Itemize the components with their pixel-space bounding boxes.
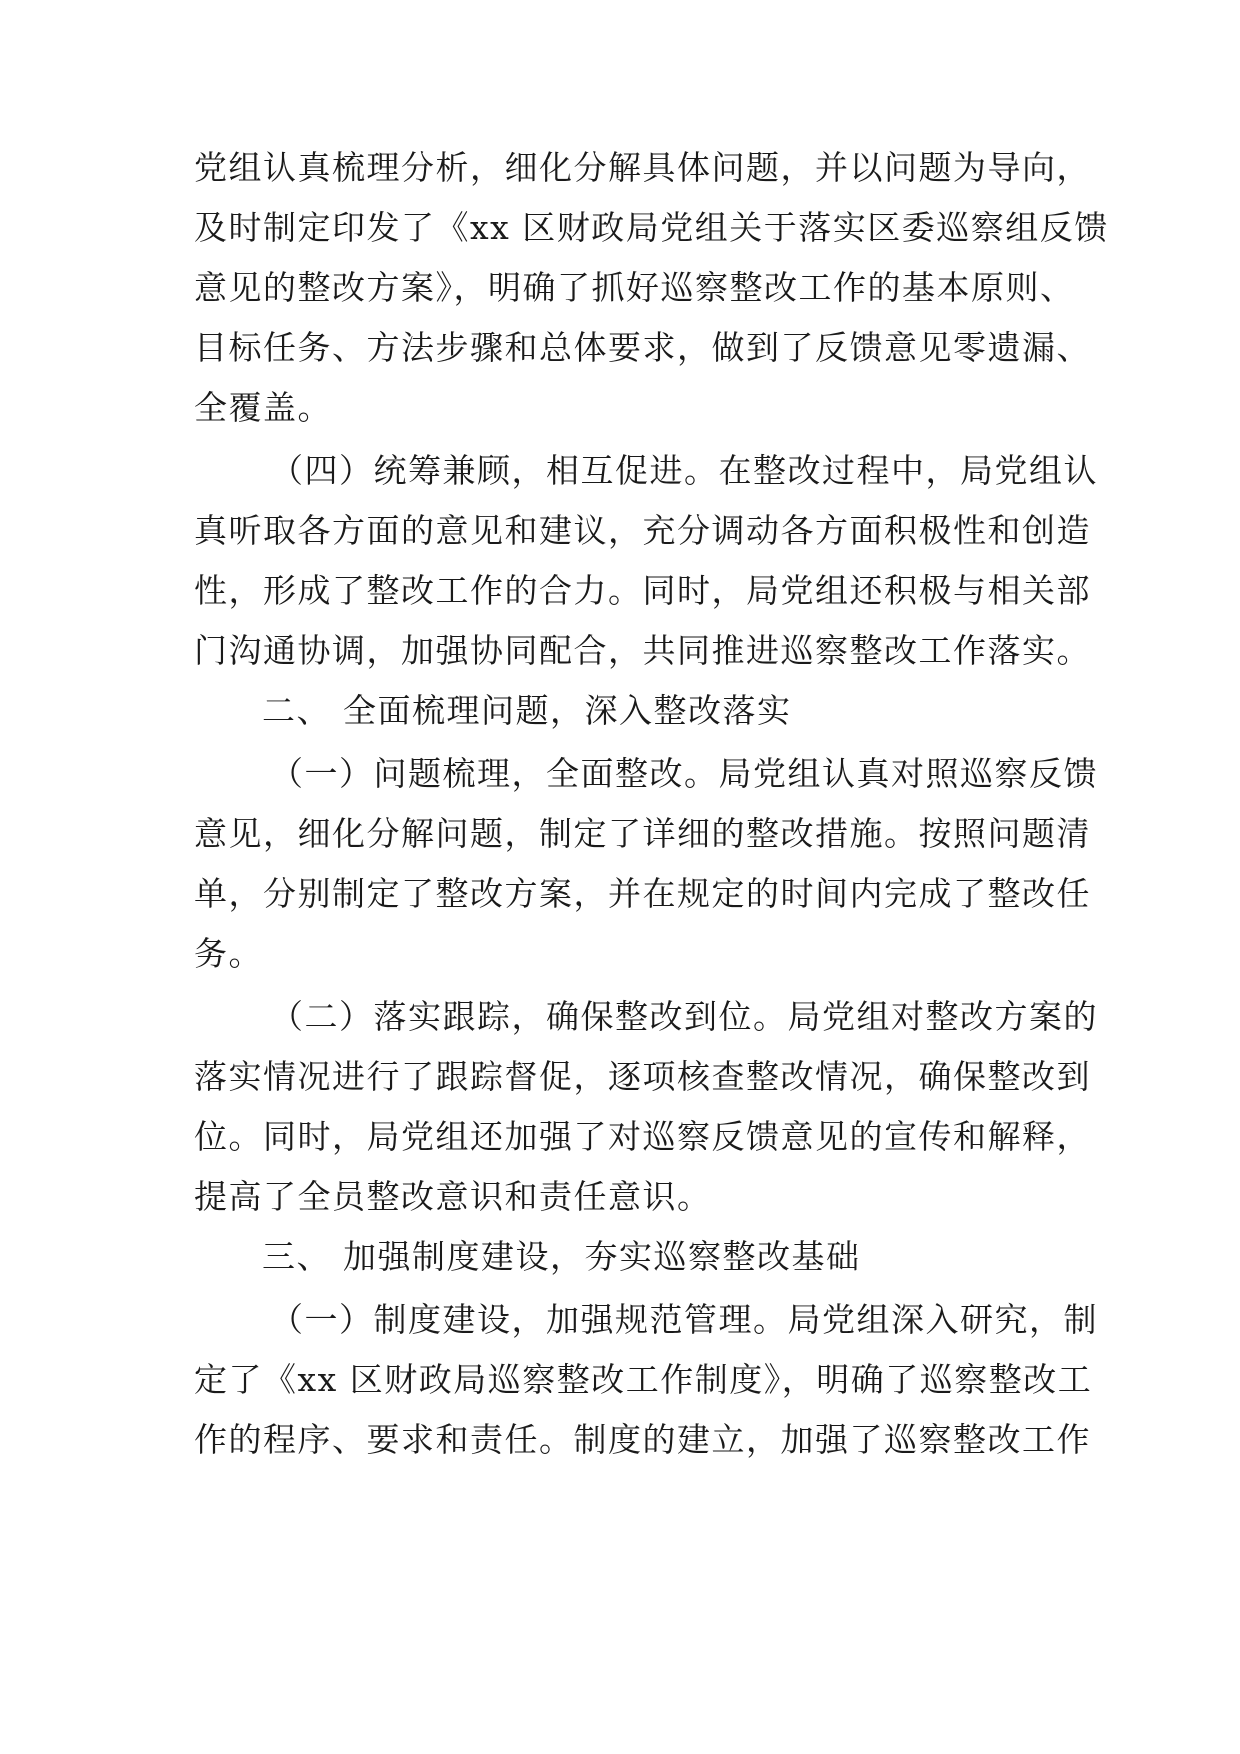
text-line: 位。同时，局党组还加强了对巡察反馈意见的宣传和解释， bbox=[194, 1117, 1091, 1156]
section-heading: 二、 全面梳理问题，深入整改落实 bbox=[262, 691, 792, 730]
text-line: 目标任务、方法步骤和总体要求，做到了反馈意见零遗漏、 bbox=[194, 328, 1091, 367]
text-line: 真听取各方面的意见和建议，充分调动各方面积极性和创造 bbox=[194, 511, 1091, 550]
section-heading: 三、 加强制度建设，夯实巡察整改基础 bbox=[262, 1237, 861, 1276]
text-line: 全覆盖。 bbox=[194, 388, 332, 427]
text-line: 提高了全员整改意识和责任意识。 bbox=[194, 1177, 712, 1216]
text-line: 性，形成了整改工作的合力。同时，局党组还积极与相关部 bbox=[194, 571, 1091, 610]
text-line: 党组认真梳理分析，细化分解具体问题，并以问题为导向， bbox=[194, 148, 1091, 187]
text-line: 作的程序、要求和责任。制度的建立，加强了巡察整改工作 bbox=[194, 1420, 1091, 1459]
text-line: 及时制定印发了《xx 区财政局党组关于落实区委巡察组反馈 bbox=[194, 208, 1109, 247]
paragraph-start-line: （四）统筹兼顾，相互促进。在整改过程中，局党组认 bbox=[270, 451, 1098, 490]
text-line: 落实情况进行了跟踪督促，逐项核查整改情况，确保整改到 bbox=[194, 1057, 1091, 1096]
text-line: 定了《xx 区财政局巡察整改工作制度》，明确了巡察整改工 bbox=[194, 1360, 1093, 1399]
paragraph-start-line: （一）制度建设，加强规范管理。局党组深入研究，制 bbox=[270, 1300, 1098, 1339]
paragraph-start-line: （一）问题梳理，全面整改。局党组认真对照巡察反馈 bbox=[270, 754, 1098, 793]
text-line: 意见，细化分解问题，制定了详细的整改措施。按照问题清 bbox=[194, 814, 1091, 853]
text-line: 门沟通协调，加强协同配合，共同推进巡察整改工作落实。 bbox=[194, 631, 1091, 670]
text-line: 务。 bbox=[194, 934, 263, 973]
paragraph-start-line: （二）落实跟踪，确保整改到位。局党组对整改方案的 bbox=[270, 997, 1098, 1036]
text-line: 意见的整改方案》，明确了抓好巡察整改工作的基本原则、 bbox=[194, 268, 1075, 307]
text-line: 单，分别制定了整改方案，并在规定的时间内完成了整改任 bbox=[194, 874, 1091, 913]
